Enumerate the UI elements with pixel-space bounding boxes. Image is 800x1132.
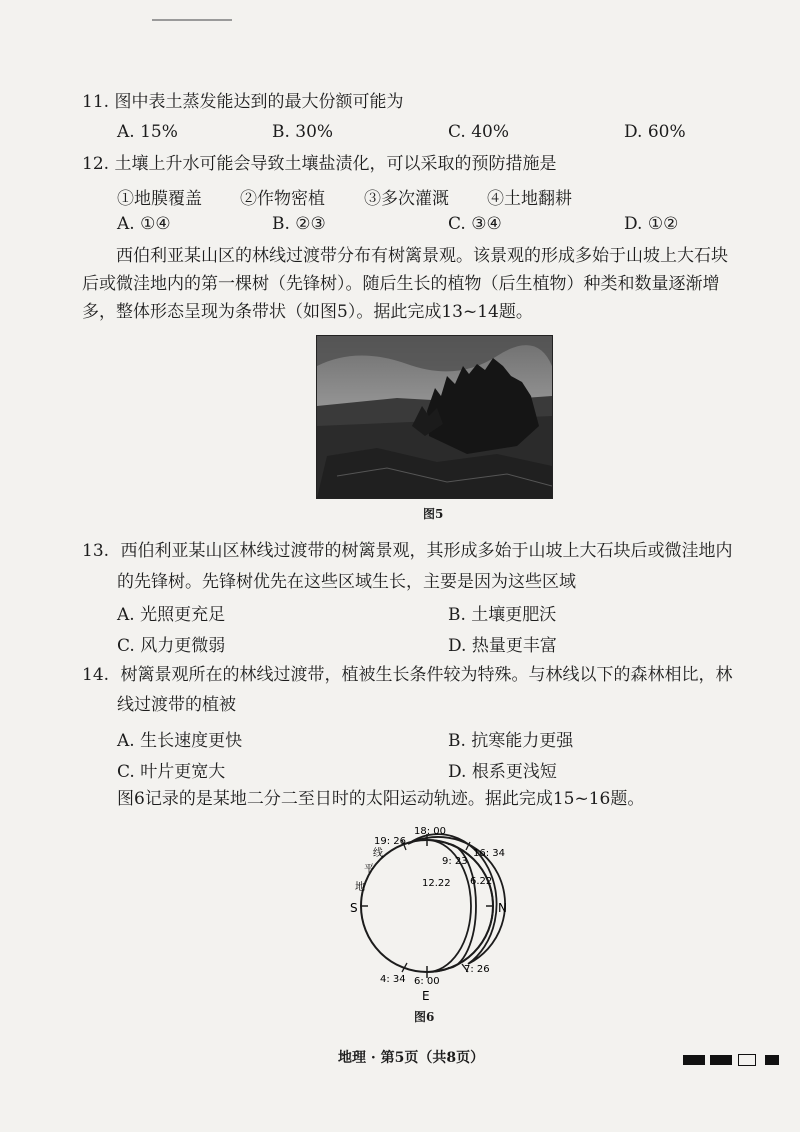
q12-measure-1: ①地膜覆盖 [117, 189, 202, 209]
passage-13-14 [82, 242, 772, 326]
q12-option-d[interactable]: D. ①② [624, 214, 679, 234]
question-12-stem: 12. 土壤上升水可能会导致土壤盐渍化，可以采取的预防措施是 [82, 154, 557, 174]
label-south: S [350, 901, 358, 915]
q13-option-c[interactable]: C. 风力更微弱 [117, 636, 226, 656]
passage-line-3: 多，整体形态呈现为条带状（如图5）。据此完成13~14题。 [82, 302, 533, 322]
label-434: 4: 34 [380, 974, 406, 985]
label-726: 7: 26 [464, 964, 490, 975]
scan-mark [152, 19, 232, 21]
print-mark-3 [738, 1054, 756, 1066]
label-1926: 19: 26 [374, 836, 406, 847]
label-horizon-1: 线 [373, 848, 383, 859]
print-mark-2 [710, 1055, 732, 1065]
label-923: 9: 23 [442, 856, 468, 867]
q14-option-d[interactable]: D. 根系更浅短 [448, 762, 557, 782]
figure-5-caption: 图5 [423, 507, 444, 521]
q12-option-c[interactable]: C. ③④ [448, 214, 502, 234]
page-footer: 地理 · 第5页（共8页） [338, 1050, 485, 1066]
passage-line-2: 后或微洼地内的第一棵树（先锋树）。随后生长的植物（后生植物）种类和数量逐渐增 [82, 274, 720, 294]
label-1634: 16: 34 [473, 848, 505, 859]
q11-option-c[interactable]: C. 40% [448, 122, 509, 142]
q14-option-c[interactable]: C. 叶片更宽大 [117, 762, 226, 782]
question-13-stem-2: 的先锋树。先锋树优先在这些区域生长，主要是因为这些区域 [117, 572, 576, 592]
q11-option-d[interactable]: D. 60% [624, 122, 686, 142]
q14-option-a[interactable]: A. 生长速度更快 [117, 731, 243, 751]
question-11-stem: 11. 图中表土蒸发能达到的最大份额可能为 [82, 92, 404, 112]
label-horizon-2: 平 [364, 864, 374, 875]
q12-option-b[interactable]: B. ②③ [272, 214, 326, 234]
label-east: E [422, 989, 430, 1003]
label-north: N [498, 901, 507, 915]
label-622: 6.22 [470, 876, 493, 887]
print-mark-4 [765, 1055, 779, 1065]
question-14-stem: 14. 树篱景观所在的林线过渡带，植被生长条件较为特殊。与林线以下的森林相比，林 [82, 665, 733, 685]
print-mark-1 [683, 1055, 705, 1065]
q12-measure-3: ③多次灌溉 [364, 189, 449, 209]
q12-measure-4: ④土地翻耕 [487, 189, 572, 209]
q14-option-b[interactable]: B. 抗寒能力更强 [448, 731, 574, 751]
label-1800: 18: 00 [414, 826, 446, 837]
q12-option-a[interactable]: A. ①④ [117, 214, 171, 234]
question-14-stem-2: 线过渡带的植被 [117, 695, 236, 715]
figure-6-caption: 图6 [414, 1010, 435, 1024]
q11-option-a[interactable]: A. 15% [117, 122, 178, 142]
q12-measure-2: ②作物密植 [240, 189, 325, 209]
q13-option-b[interactable]: B. 土壤更肥沃 [448, 605, 557, 625]
q11-option-b[interactable]: B. 30% [272, 122, 334, 142]
passage-15-16: 图6记录的是某地二分二至日时的太阳运动轨迹。据此完成15~16题。 [117, 789, 645, 809]
q13-option-d[interactable]: D. 热量更丰富 [448, 636, 557, 656]
q13-option-a[interactable]: A. 光照更充足 [117, 605, 226, 625]
hedge-landscape-image [317, 336, 552, 498]
passage-line-1: 西伯利亚某山区的林线过渡带分布有树篱景观。该景观的形成多始于山坡上大石块 [116, 246, 728, 266]
figure-6-sun-path-diagram [330, 822, 530, 1022]
label-600: 6: 00 [414, 976, 440, 987]
figure-5-photo [316, 335, 553, 499]
label-1222: 12.22 [422, 878, 451, 889]
question-13-stem: 13. 西伯利亚某山区林线过渡带的树篱景观，其形成多始于山坡上大石块后或微洼地内 [82, 541, 733, 561]
label-horizon-3: 地 [355, 882, 365, 893]
